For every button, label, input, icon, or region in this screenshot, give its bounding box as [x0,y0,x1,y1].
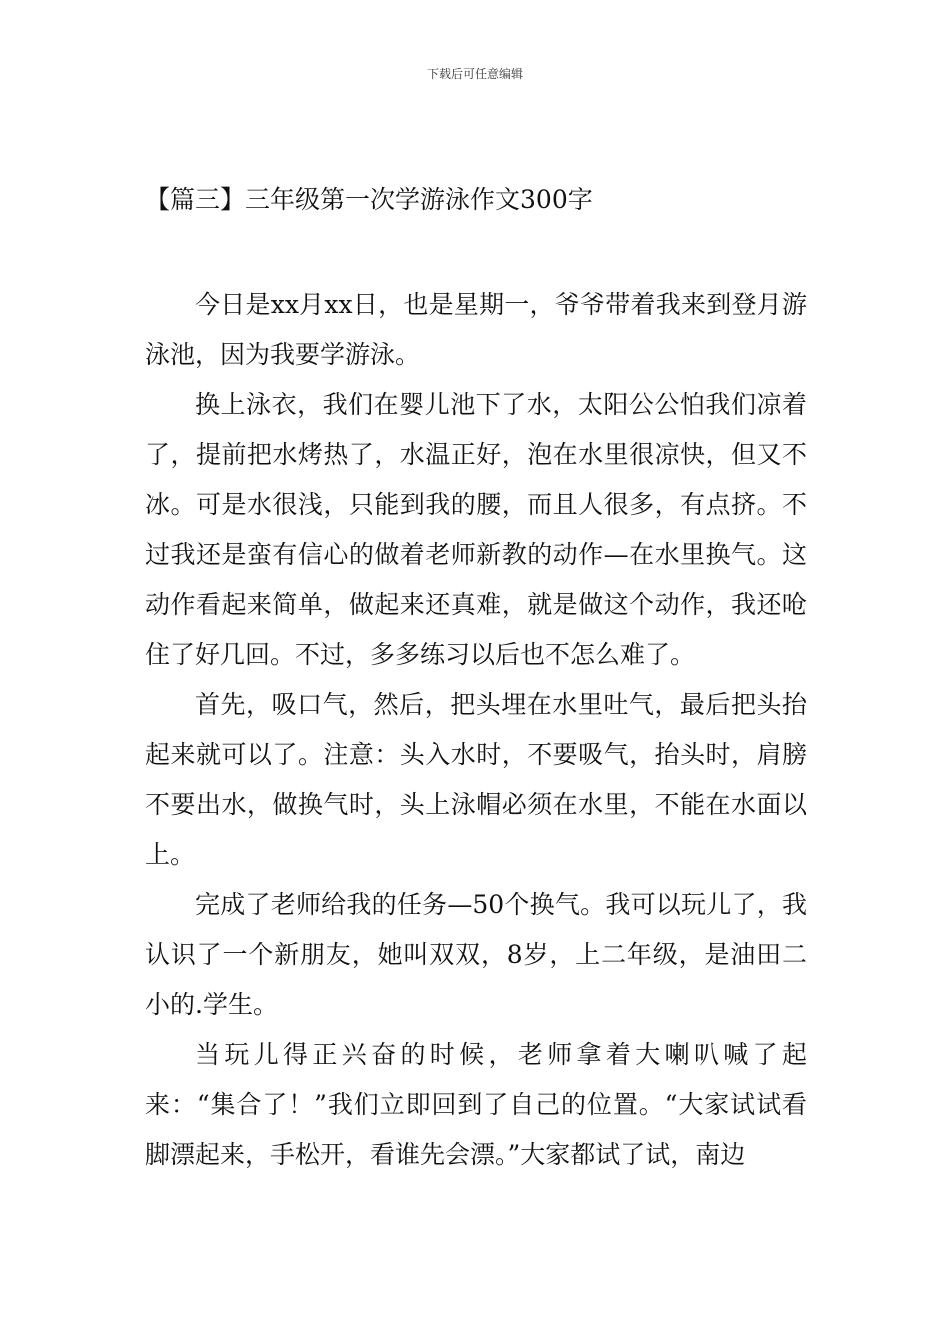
paragraph: 今日是xx月xx日，也是星期一，爷爷带着我来到登月游泳池，因为我要学游泳。 [145,290,807,369]
paragraph: 完成了老师给我的任务—50个换气。我可以玩儿了，我认识了一个新朋友，她叫双双，8岁，上二年级，是油田二小的.学生。 [145,890,807,1019]
article-body [145,280,807,1180]
paragraph: 当玩儿得正兴奋的时候，老师拿着大喇叭喊了起来：“集合了！”我们立即回到了自己的位置。“大家试试看脚漂起来，手松开，看谁先会漂。”大家都试了试，南边 [145,1040,807,1169]
header-note: 下载后可任意编辑 [426,67,523,81]
paragraph: 首先，吸口气，然后，把头埋在水里吐气，最后把头抬起来就可以了。注意：头入水时，不要吸气，抬头时，肩膀不要出水，做换气时，头上泳帽必须在水里，不能在水面以上。 [145,690,807,869]
page-title: 【篇三】三年级第一次学游泳作文300字 [145,185,593,214]
paragraph: 换上泳衣，我们在婴儿池下了水，太阳公公怕我们凉着了，提前把水烤热了，水温正好，泡在水里很凉快，但又不冰。可是水很浅，只能到我的腰，而且人很多，有点挤。不过我还是蛮有信心的做着老师新教的动作—在水里换气。这动作看起来简单，做起来还真难，就是做这个动作，我还呛住了好几回。不过，多多练习以后也不怎么难了。 [145,390,807,669]
